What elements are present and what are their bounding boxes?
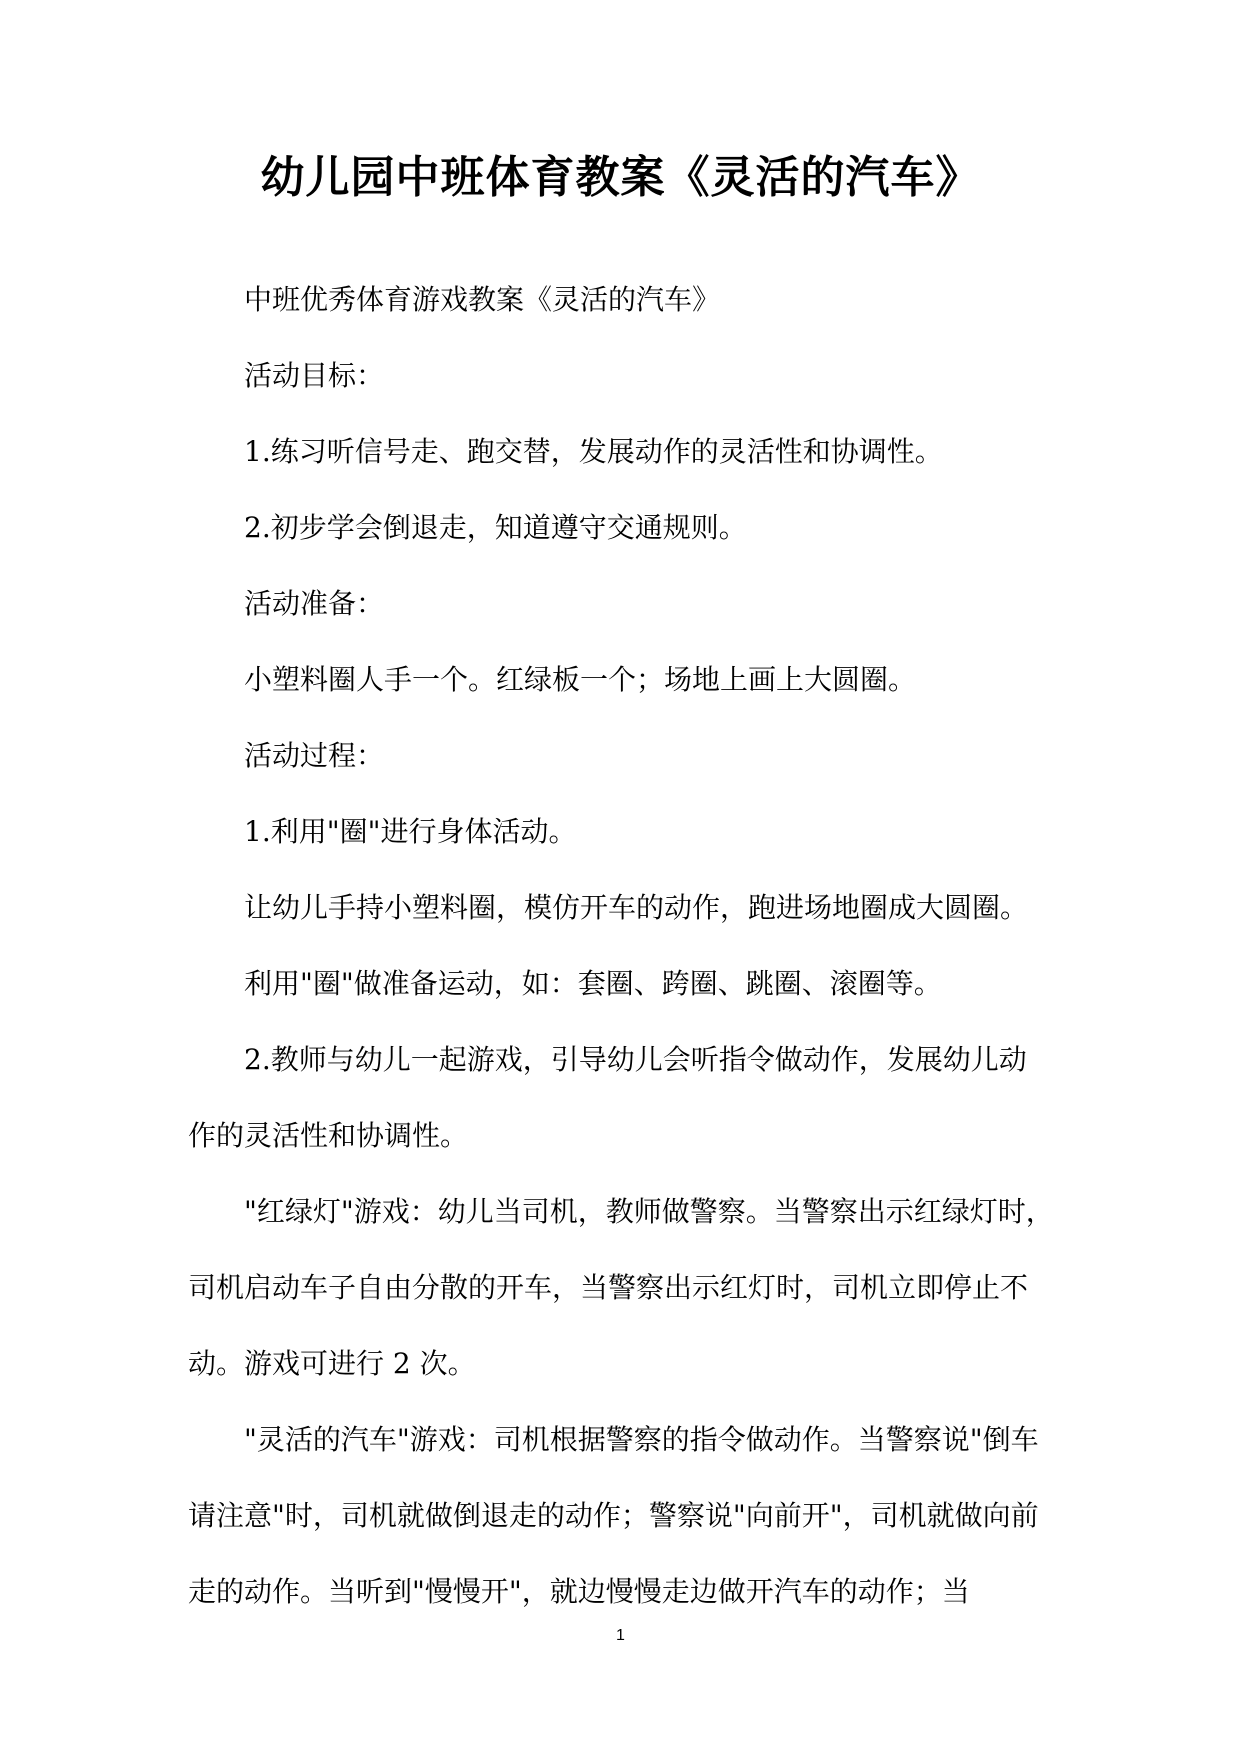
section-heading-preparation: 活动准备： — [244, 587, 385, 620]
paragraph: 2.教师与幼儿一起游戏，引导幼儿会听指令做动作，发展幼儿动作的灵活性和协调性。 — [188, 1043, 1027, 1152]
document-body — [188, 262, 1054, 1630]
paragraph: 1.练习听信号走、跑交替，发展动作的灵活性和协调性。 — [244, 435, 943, 468]
paragraph: 利用"圈"做准备运动，如：套圈、跨圈、跳圈、滚圈等。 — [244, 967, 942, 1000]
paragraph: 让幼儿手持小塑料圈，模仿开车的动作，跑进场地圈成大圆圈。 — [244, 891, 1029, 924]
paragraph: "灵活的汽车"游戏：司机根据警察的指令做动作。当警察说"倒车请注意"时，司机就做倒退走的动作；警察说"向前开"，司机就做向前走的动作。当听到"慢慢开"，就边慢慢走边做开汽车的动作；当 — [188, 1423, 1039, 1608]
page-number: 1 — [616, 1627, 625, 1644]
document-title: 幼儿园中班体育教案《灵活的汽车》 — [260, 152, 981, 203]
paragraph: 1.利用"圈"进行身体活动。 — [244, 815, 577, 848]
paragraph: 中班优秀体育游戏教案《灵活的汽车》 — [244, 283, 721, 316]
paragraph: 2.初步学会倒退走，知道遵守交通规则。 — [244, 511, 747, 544]
paragraph: 小塑料圈人手一个。红绿板一个；场地上画上大圆圈。 — [244, 663, 917, 696]
section-heading-process: 活动过程： — [244, 739, 385, 772]
section-heading-goals: 活动目标： — [244, 359, 385, 392]
paragraph: "红绿灯"游戏：幼儿当司机，教师做警察。当警察出示红绿灯时，司机启动车子自由分散的开车，当警察出示红灯时，司机立即停止不动。游戏可进行 2 次。 — [188, 1195, 1054, 1380]
